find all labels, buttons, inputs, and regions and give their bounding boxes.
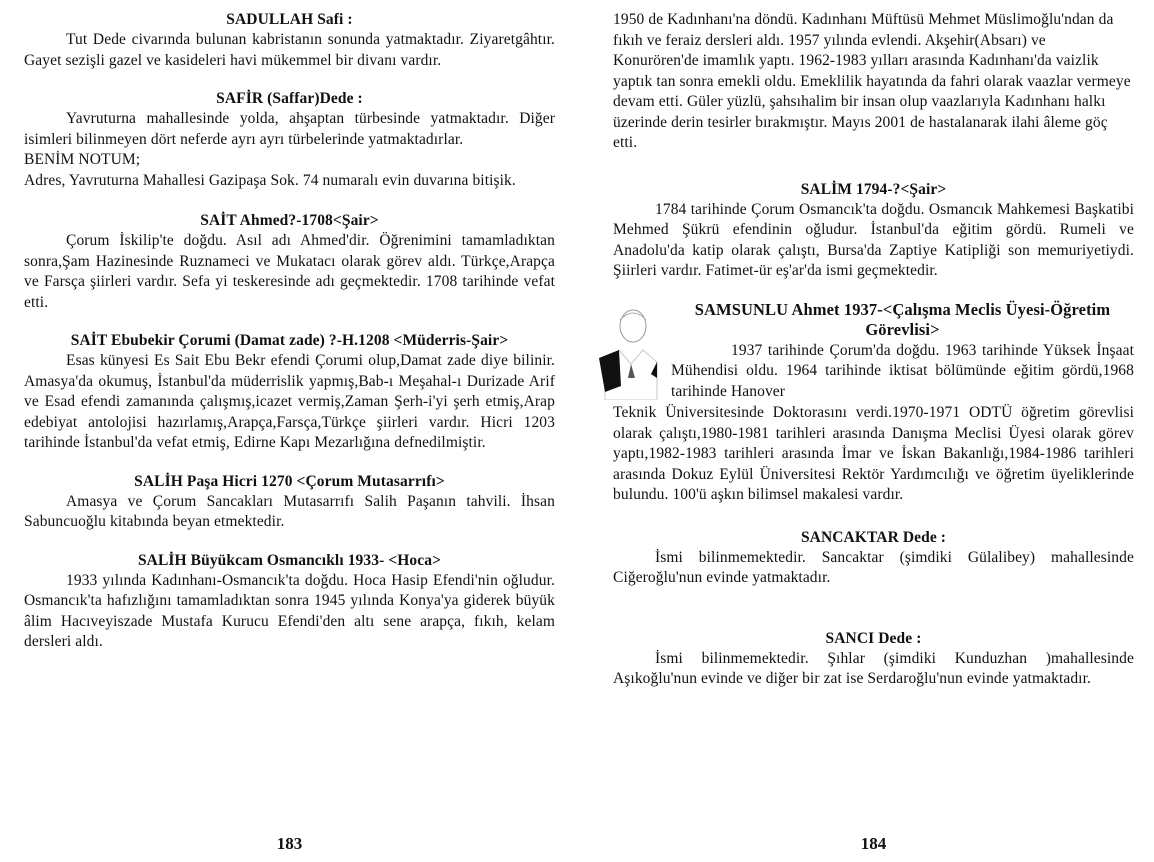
entry-paragraph: İsmi bilinmemektedir. Sancaktar (şimdiki Gülalibey) mahallesinde Ciğeroğlu'nun evinde yatmaktadır.: [613, 548, 1134, 586]
entry-continuation: [613, 10, 1134, 154]
page-number: 183: [276, 834, 303, 853]
entry-heading: SALİH Büyükcam Osmancıklı 1933- <Hoca>: [137, 551, 442, 569]
entry-paragraph: Tut Dede civarında bulunan kabristanın sonunda yatmaktadır. Ziyaretgâhtır. Gayet sezişli gazel ve kasideleri havi mükemmel bir divanı vardır.: [24, 31, 555, 69]
entry-paragraph: 1784 tarihinde Çorum Osmancık'ta doğdu. Osmancık Mahkemesi Başkatibi Mehmed Şükrü efendinin oğludur. İstanbul'da eğitim gördü. Rumeli ve Anadolu'da katip olarak çalıştı, Bursa'da Zaptiye Katipliği son memuriyetiydi. Şiirleri vardır. Fatimet-ür eş'ar'da ismi geçmektedir.: [613, 200, 1134, 279]
entry-intro: 1937 tarihinde Çorum'da doğdu. 1963 tarihinde Yüksek İnşaat Mühendisi oldu. 1964 tarihinde iktisat bölümünde eğitim gördü,1968 tarihinde Hanover: [671, 341, 1134, 400]
entry-heading: SAİT Ahmed?-1708<Şair>: [200, 212, 379, 229]
entry-heading: SALİM 1794-?<Şair>: [800, 180, 947, 198]
entry-paragraph: İsmi bilinmemektedir. Şıhlar (şimdiki Kunduzhan )mahallesinde Aşıkoğlu'nun evinde ve diğer bir zat ise Serdaroğlu'nun evinde yatmaktadır.: [613, 649, 1134, 687]
portrait-text-block: [671, 300, 1134, 403]
entry-salim: [613, 180, 1134, 282]
portrait-photo: [595, 300, 667, 400]
entry-paragraph: Çorum İskilip'te doğdu. Asıl adı Ahmed'dir. Öğrenimini tamamladıktan sonra,Şam Hazinesinde Ruznameci ve Mukatacı olarak görev aldı. Türkçe,Arapça ve Farsça şiirleri vardır. Sefa yi teskeresinde adı geçmektedir. 1708 tarihinde vefat etti.: [24, 232, 555, 311]
entry-samsunlu-ahmet: [613, 300, 1134, 506]
entry-salih-pasa: [24, 472, 555, 533]
entry-paragraph: 1933 yılında Kadınhanı-Osmancık'ta doğdu. Hoca Hasip Efendi'nin oğludur. Osmancık'ta hafızlığını tamamladıktan sonra 1945 yılında Konya'ya giderek büyük âlim Hacıveyiszade Mustafa Kurucu Efendi'den altı sene arapça, fıkıh, kelam dersleri aldı.: [24, 571, 555, 650]
entry-sanci-dede: [613, 629, 1134, 690]
continuation-paragraph: 1950 de Kadınhanı'na döndü. Kadınhanı Müftüsü Mehmet Müslimoğlu'ndan da fıkıh ve feraiz dersleri aldı. 1957 yılında evlendi. Akşehir(Absarı) ve Konurören'de imamlık yaptı. 1962-1983 yılları arasında Kadınhanı'da vaizlik yaptık tan sonra emekli oldu. Emeklilik hayatında da fahri olarak vaazlar vermeye devam etti. Güler yüzlü, şahsıhalim bir insan olup vaazlarıyla Kadınhanı halkı üzerinde derin tesirler bırakmıştır. Mayıs 2001 de hastalanarak ilahi âleme göç etti.: [613, 11, 1131, 151]
entry-salih-buyukcam: [24, 551, 555, 653]
entry-sait-ahmed: [24, 211, 555, 313]
entry-paragraph: Amasya ve Çorum Sancakları Mutasarrıfı Salih Paşanın tahvili. İhsan Sabuncuoğlu kitabında beyan etmektedir.: [24, 492, 555, 530]
entry-paragraph: Yavruturna mahallesinde yolda, ahşaptan türbesinde yatmaktadır. Diğer isimleri bilinmeyen dört neferde ayrı ayrı türbelerinde yatmaktadırlar.: [24, 110, 555, 148]
entry-paragraph: Teknik Üniversitesinde Doktorasını verdi.1970-1971 ODTÜ öğretim görevlisi olarak çalıştı,1980-1981 tarihleri arasında Danışma Meclisi Üyesi olarak görev yaptı,1982-1983 tarihleri arasında İmar ve İskan Bakanlığı,1984-1986 tarihleri arasında Dokuz Eylül Üniversitesi Rektör Yardımcılığı ve öğretim üyeliklerinde bulundu. 100'ü aşkın bilimsel makalesi vardır.: [613, 404, 1134, 503]
entry-heading: SALİH Paşa Hicri 1270 <Çorum Mutasarrıfı>: [134, 472, 445, 490]
entry-heading: SAİT Ebubekir Çorumi (Damat zade) ?-H.1208 <Müderris-Şair>: [70, 332, 509, 349]
entry-sadullah-safi: [24, 10, 555, 71]
entry-heading: SANCI Dede :: [825, 629, 922, 647]
entry-heading: SADULLAH Safi :: [226, 11, 353, 28]
right-page: [577, 0, 1154, 862]
entry-paragraph: Esas künyesi Es Sait Ebu Bekr efendi Çorumi olup,Damat zade diye bilinir. Amasya'da okumuş, İstanbul'da müderrislik yapmış,Bab-ı Meşahal-ı Durizade Arif ve Esad efendi zamanında çalışmış,icazet vermiş,Zaman Şerh-i'yi şerh etmiş,Arap edebiyat antolojisi hazırlamış,Arapça,Farsça,Türkçe şiirleri vardır. Hicri 1203 tarihinde İstanbul'da vefat etmiş, Edirne Kapı Mezarlığına defnedilmiştir.: [24, 352, 555, 451]
entry-safir-dede: [24, 89, 555, 191]
entry-heading: SAFİR (Saffar)Dede :: [216, 90, 363, 107]
page-number: 184: [860, 834, 887, 853]
note-label: BENİM NOTUM;: [24, 151, 141, 168]
entry-heading: SANCAKTAR Dede :: [800, 528, 947, 546]
entry-sait-ebubekir: [24, 331, 555, 454]
note-text: Adres, Yavruturna Mahallesi Gazipaşa Sok. 74 numaralı evin duvarına bitişik.: [24, 171, 516, 189]
entry-sancaktar-dede: [613, 528, 1134, 589]
entry-heading: SAMSUNLU Ahmet 1937-<Çalışma Meclis Üyesi-Öğretim Görevlisi>: [694, 299, 1111, 339]
